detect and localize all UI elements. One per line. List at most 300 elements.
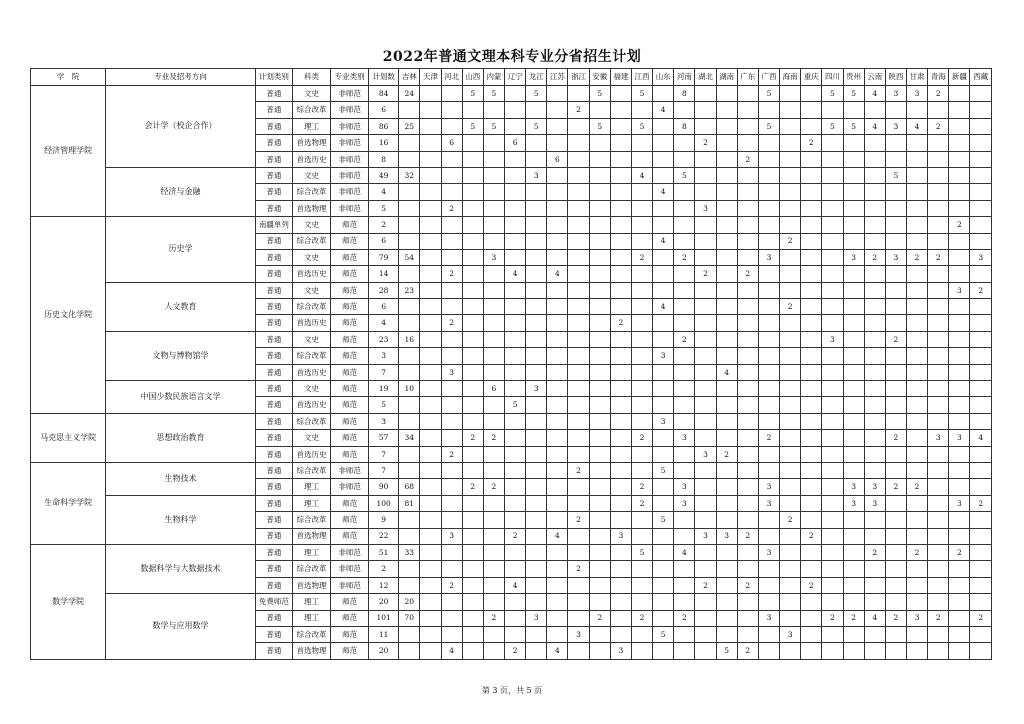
province-quota-cell: 3	[885, 86, 906, 102]
province-quota-cell	[695, 217, 716, 233]
province-quota-cell	[801, 610, 822, 626]
province-quota-cell	[462, 626, 483, 642]
province-quota-cell	[716, 184, 737, 200]
province-quota-cell	[949, 512, 970, 528]
province-quota-cell	[695, 479, 716, 495]
plan-type-cell: 普通	[255, 430, 292, 446]
province-quota-cell	[822, 167, 843, 183]
province-quota-cell: 3	[864, 495, 885, 511]
category-cell: 非师范	[331, 86, 369, 102]
province-quota-cell	[928, 233, 949, 249]
province-quota-cell	[547, 217, 568, 233]
province-quota-cell: 4	[864, 610, 885, 626]
subject-cell: 理工	[292, 594, 330, 610]
total-cell: 7	[369, 462, 399, 478]
plan-type-cell: 普通	[255, 364, 292, 380]
province-quota-cell	[505, 167, 526, 183]
province-quota-cell	[505, 151, 526, 167]
province-quota-cell: 2	[864, 544, 885, 560]
province-quota-cell	[928, 462, 949, 478]
province-quota-cell: 8	[674, 86, 695, 102]
province-quota-cell	[843, 151, 864, 167]
category-cell: 师范	[331, 217, 369, 233]
subject-cell: 综合改革	[292, 233, 330, 249]
total-cell: 51	[369, 544, 399, 560]
province-quota-cell	[674, 266, 695, 282]
province-quota-cell	[949, 249, 970, 265]
province-quota-cell	[801, 561, 822, 577]
subject-cell: 综合改革	[292, 413, 330, 429]
province-quota-cell	[928, 348, 949, 364]
province-quota-cell	[970, 217, 992, 233]
province-quota-cell	[864, 643, 885, 659]
province-quota-cell	[483, 102, 504, 118]
province-quota-cell	[695, 397, 716, 413]
province-quota-cell	[822, 315, 843, 331]
province-quota-cell	[822, 479, 843, 495]
province-quota-cell	[526, 282, 547, 298]
province-quota-cell	[780, 495, 801, 511]
province-quota-cell	[737, 102, 758, 118]
province-quota-cell	[674, 643, 695, 659]
province-quota-cell	[420, 495, 441, 511]
province-quota-cell	[843, 430, 864, 446]
province-quota-cell: 3	[441, 528, 462, 544]
province-quota-cell	[526, 561, 547, 577]
province-quota-cell	[505, 544, 526, 560]
province-quota-cell	[610, 102, 631, 118]
province-quota-cell: 2	[822, 610, 843, 626]
province-quota-cell	[568, 151, 589, 167]
province-quota-cell	[526, 528, 547, 544]
province-quota-cell: 5	[589, 86, 610, 102]
province-quota-cell	[695, 430, 716, 446]
province-quota-cell	[906, 577, 927, 593]
province-quota-cell	[716, 512, 737, 528]
province-header: 江西	[631, 69, 652, 86]
province-quota-cell	[547, 102, 568, 118]
province-quota-cell	[949, 462, 970, 478]
province-quota-cell: 3	[695, 446, 716, 462]
header-row	[31, 69, 992, 86]
province-quota-cell	[462, 446, 483, 462]
province-quota-cell	[462, 364, 483, 380]
province-quota-cell	[695, 331, 716, 347]
total-cell: 11	[369, 626, 399, 642]
college-cell: 数学学院	[31, 544, 106, 659]
province-quota-cell	[483, 135, 504, 151]
province-quota-cell	[716, 577, 737, 593]
subject-cell: 首选历史	[292, 364, 330, 380]
province-quota-cell	[483, 151, 504, 167]
province-quota-cell: 3	[885, 118, 906, 134]
province-quota-cell	[505, 430, 526, 446]
province-quota-cell	[970, 102, 992, 118]
province-quota-cell	[420, 233, 441, 249]
province-quota-cell	[737, 348, 758, 364]
province-quota-cell	[674, 512, 695, 528]
province-quota-cell: 3	[716, 528, 737, 544]
province-quota-cell	[547, 626, 568, 642]
table-row	[31, 331, 992, 347]
province-quota-cell	[928, 299, 949, 315]
category-cell: 师范	[331, 331, 369, 347]
plan-type-cell: 普通	[255, 512, 292, 528]
province-quota-cell	[399, 446, 420, 462]
province-quota-cell	[462, 413, 483, 429]
province-quota-cell	[526, 397, 547, 413]
province-quota-cell: 3	[441, 364, 462, 380]
province-quota-cell	[526, 102, 547, 118]
province-quota-cell: 4	[970, 430, 992, 446]
province-quota-cell	[780, 282, 801, 298]
province-quota-cell	[420, 561, 441, 577]
province-quota-cell	[822, 102, 843, 118]
province-quota-cell: 3	[610, 643, 631, 659]
category-cell: 非师范	[331, 118, 369, 134]
province-quota-cell	[780, 200, 801, 216]
province-quota-cell	[716, 381, 737, 397]
province-quota-cell: 2	[483, 479, 504, 495]
province-quota-cell: 2	[568, 462, 589, 478]
category-cell: 师范	[331, 610, 369, 626]
province-quota-cell	[801, 462, 822, 478]
province-quota-cell	[653, 577, 674, 593]
category-cell: 非师范	[331, 102, 369, 118]
province-quota-cell	[589, 364, 610, 380]
province-quota-cell	[547, 577, 568, 593]
province-quota-cell	[758, 413, 779, 429]
province-quota-cell	[843, 462, 864, 478]
province-quota-cell	[758, 381, 779, 397]
province-quota-cell	[547, 544, 568, 560]
province-quota-cell	[822, 151, 843, 167]
province-quota-cell	[885, 381, 906, 397]
province-header: 辽宁	[505, 69, 526, 86]
province-quota-cell: 2	[949, 544, 970, 560]
province-quota-cell	[970, 512, 992, 528]
province-quota-cell	[737, 381, 758, 397]
province-quota-cell: 5	[653, 626, 674, 642]
province-quota-cell	[483, 184, 504, 200]
province-quota-cell: 2	[716, 446, 737, 462]
province-quota-cell	[399, 217, 420, 233]
province-quota-cell	[970, 315, 992, 331]
province-quota-cell	[864, 594, 885, 610]
province-quota-cell: 6	[441, 135, 462, 151]
province-quota-cell	[970, 462, 992, 478]
province-header: 河北	[441, 69, 462, 86]
province-quota-cell	[801, 151, 822, 167]
province-quota-cell	[631, 626, 652, 642]
province-quota-cell	[928, 331, 949, 347]
subject-cell: 首选物理	[292, 135, 330, 151]
province-quota-cell	[695, 561, 716, 577]
major-cell: 经济与金融	[106, 167, 256, 216]
province-quota-cell	[568, 397, 589, 413]
category-cell: 非师范	[331, 135, 369, 151]
province-quota-cell	[674, 381, 695, 397]
province-header: 山东	[653, 69, 674, 86]
province-quota-cell	[885, 413, 906, 429]
province-quota-cell: 6	[483, 381, 504, 397]
province-quota-cell	[631, 299, 652, 315]
province-quota-cell	[420, 643, 441, 659]
province-quota-cell	[695, 184, 716, 200]
province-quota-cell	[801, 413, 822, 429]
province-quota-cell	[949, 151, 970, 167]
province-quota-cell	[631, 331, 652, 347]
province-quota-cell	[441, 233, 462, 249]
province-quota-cell	[906, 266, 927, 282]
province-quota-cell	[906, 643, 927, 659]
province-quota-cell	[843, 413, 864, 429]
subject-cell: 文史	[292, 430, 330, 446]
province-quota-cell	[695, 249, 716, 265]
total-cell: 8	[369, 151, 399, 167]
province-quota-cell	[547, 446, 568, 462]
province-quota-cell	[970, 348, 992, 364]
province-quota-cell	[420, 462, 441, 478]
province-quota-cell	[885, 561, 906, 577]
province-quota-cell	[674, 577, 695, 593]
total-cell: 57	[369, 430, 399, 446]
major-cell: 人文教育	[106, 282, 256, 331]
province-quota-cell: 2	[801, 577, 822, 593]
province-quota-cell	[526, 479, 547, 495]
province-quota-cell	[716, 331, 737, 347]
province-quota-cell	[758, 331, 779, 347]
province-quota-cell	[631, 266, 652, 282]
province-quota-cell	[949, 594, 970, 610]
province-quota-cell	[610, 610, 631, 626]
province-quota-cell: 5	[483, 86, 504, 102]
total-cell: 4	[369, 184, 399, 200]
province-quota-cell	[653, 397, 674, 413]
province-quota-cell	[441, 413, 462, 429]
major-cell: 数学与应用数学	[106, 594, 256, 660]
province-quota-cell	[420, 299, 441, 315]
province-quota-cell	[505, 184, 526, 200]
province-quota-cell: 3	[568, 626, 589, 642]
total-cell: 6	[369, 102, 399, 118]
province-quota-cell: 3	[653, 348, 674, 364]
province-quota-cell	[462, 217, 483, 233]
province-quota-cell	[483, 626, 504, 642]
province-quota-cell	[526, 643, 547, 659]
column-header: 科类	[292, 69, 330, 86]
province-quota-cell: 5	[758, 86, 779, 102]
province-quota-cell: 5	[631, 86, 652, 102]
province-quota-cell	[631, 217, 652, 233]
province-quota-cell: 2	[885, 430, 906, 446]
province-quota-cell	[843, 331, 864, 347]
province-quota-cell	[822, 282, 843, 298]
province-quota-cell	[568, 315, 589, 331]
province-header: 陕西	[885, 69, 906, 86]
province-quota-cell	[949, 626, 970, 642]
province-quota-cell	[610, 381, 631, 397]
province-quota-cell	[822, 544, 843, 560]
province-quota-cell	[822, 397, 843, 413]
province-quota-cell: 2	[843, 610, 864, 626]
province-quota-cell	[801, 315, 822, 331]
plan-type-cell: 普通	[255, 282, 292, 298]
province-quota-cell	[505, 626, 526, 642]
province-quota-cell	[610, 495, 631, 511]
province-header: 山西	[462, 69, 483, 86]
table-row	[31, 495, 992, 511]
province-quota-cell	[695, 626, 716, 642]
province-quota-cell: 20	[399, 594, 420, 610]
category-cell: 师范	[331, 594, 369, 610]
province-quota-cell	[441, 381, 462, 397]
province-quota-cell: 2	[695, 577, 716, 593]
province-quota-cell	[758, 135, 779, 151]
province-quota-cell	[441, 217, 462, 233]
category-cell: 非师范	[331, 184, 369, 200]
province-quota-cell	[843, 266, 864, 282]
province-quota-cell	[737, 135, 758, 151]
province-quota-cell	[780, 643, 801, 659]
province-quota-cell: 5	[526, 86, 547, 102]
province-quota-cell	[801, 479, 822, 495]
province-quota-cell	[822, 249, 843, 265]
province-quota-cell	[864, 528, 885, 544]
category-cell: 师范	[331, 381, 369, 397]
province-quota-cell	[589, 102, 610, 118]
province-quota-cell	[695, 544, 716, 560]
province-quota-cell	[674, 315, 695, 331]
province-quota-cell	[843, 397, 864, 413]
province-header: 内蒙	[483, 69, 504, 86]
province-quota-cell: 5	[758, 118, 779, 134]
province-quota-cell: 2	[737, 577, 758, 593]
province-quota-cell: 2	[737, 151, 758, 167]
table-row	[31, 86, 992, 102]
province-quota-cell	[631, 512, 652, 528]
province-quota-cell: 70	[399, 610, 420, 626]
province-quota-cell	[970, 577, 992, 593]
province-quota-cell: 3	[864, 479, 885, 495]
province-quota-cell	[399, 528, 420, 544]
province-quota-cell	[885, 446, 906, 462]
province-quota-cell	[399, 266, 420, 282]
province-quota-cell	[758, 233, 779, 249]
province-quota-cell	[462, 512, 483, 528]
province-quota-cell	[420, 348, 441, 364]
province-header: 安徽	[589, 69, 610, 86]
province-quota-cell	[526, 184, 547, 200]
province-quota-cell	[885, 135, 906, 151]
province-quota-cell	[822, 528, 843, 544]
province-quota-cell	[441, 462, 462, 478]
total-cell: 3	[369, 348, 399, 364]
document-title: 2022年普通文理本科专业分省招生计划	[382, 49, 642, 65]
province-quota-cell	[568, 430, 589, 446]
province-quota-cell: 2	[631, 479, 652, 495]
province-quota-cell	[568, 348, 589, 364]
province-quota-cell	[589, 495, 610, 511]
province-quota-cell	[695, 233, 716, 249]
province-quota-cell	[547, 381, 568, 397]
province-quota-cell	[653, 86, 674, 102]
province-quota-cell	[716, 430, 737, 446]
province-quota-cell	[716, 151, 737, 167]
province-quota-cell: 33	[399, 544, 420, 560]
province-quota-cell	[653, 495, 674, 511]
province-quota-cell	[483, 331, 504, 347]
province-quota-cell	[674, 233, 695, 249]
province-quota-cell	[610, 331, 631, 347]
province-quota-cell	[822, 462, 843, 478]
subject-cell: 首选物理	[292, 200, 330, 216]
province-quota-cell	[970, 167, 992, 183]
province-quota-cell	[568, 233, 589, 249]
province-quota-cell	[462, 249, 483, 265]
province-quota-cell	[949, 643, 970, 659]
province-quota-cell: 2	[949, 217, 970, 233]
province-header: 青海	[928, 69, 949, 86]
province-quota-cell	[949, 610, 970, 626]
province-quota-cell	[801, 184, 822, 200]
province-quota-cell	[949, 561, 970, 577]
province-quota-cell	[547, 86, 568, 102]
province-quota-cell	[780, 397, 801, 413]
province-quota-cell: 2	[737, 266, 758, 282]
category-cell: 非师范	[331, 200, 369, 216]
province-quota-cell	[758, 299, 779, 315]
province-quota-cell	[547, 397, 568, 413]
province-header: 湖南	[716, 69, 737, 86]
province-quota-cell	[758, 643, 779, 659]
province-quota-cell	[547, 479, 568, 495]
province-quota-cell: 2	[631, 610, 652, 626]
province-quota-cell	[589, 430, 610, 446]
province-quota-cell	[716, 86, 737, 102]
province-quota-cell	[928, 167, 949, 183]
province-quota-cell	[483, 397, 504, 413]
province-quota-cell	[970, 397, 992, 413]
province-quota-cell	[801, 266, 822, 282]
province-quota-cell	[695, 86, 716, 102]
province-header: 福建	[610, 69, 631, 86]
province-quota-cell	[928, 577, 949, 593]
province-quota-cell: 2	[758, 430, 779, 446]
province-quota-cell	[695, 495, 716, 511]
province-quota-cell	[843, 512, 864, 528]
province-quota-cell	[505, 561, 526, 577]
province-quota-cell	[949, 184, 970, 200]
province-quota-cell	[843, 626, 864, 642]
province-quota-cell	[695, 151, 716, 167]
province-quota-cell	[462, 282, 483, 298]
province-quota-cell	[801, 282, 822, 298]
province-quota-cell: 4	[674, 544, 695, 560]
province-quota-cell: 4	[547, 643, 568, 659]
province-quota-cell	[589, 381, 610, 397]
province-quota-cell	[526, 299, 547, 315]
total-cell: 7	[369, 364, 399, 380]
province-quota-cell	[695, 413, 716, 429]
province-quota-cell	[716, 167, 737, 183]
province-quota-cell	[864, 462, 885, 478]
province-quota-cell	[949, 118, 970, 134]
province-quota-cell	[737, 544, 758, 560]
province-quota-cell	[610, 249, 631, 265]
province-quota-cell	[843, 348, 864, 364]
province-quota-cell	[483, 315, 504, 331]
